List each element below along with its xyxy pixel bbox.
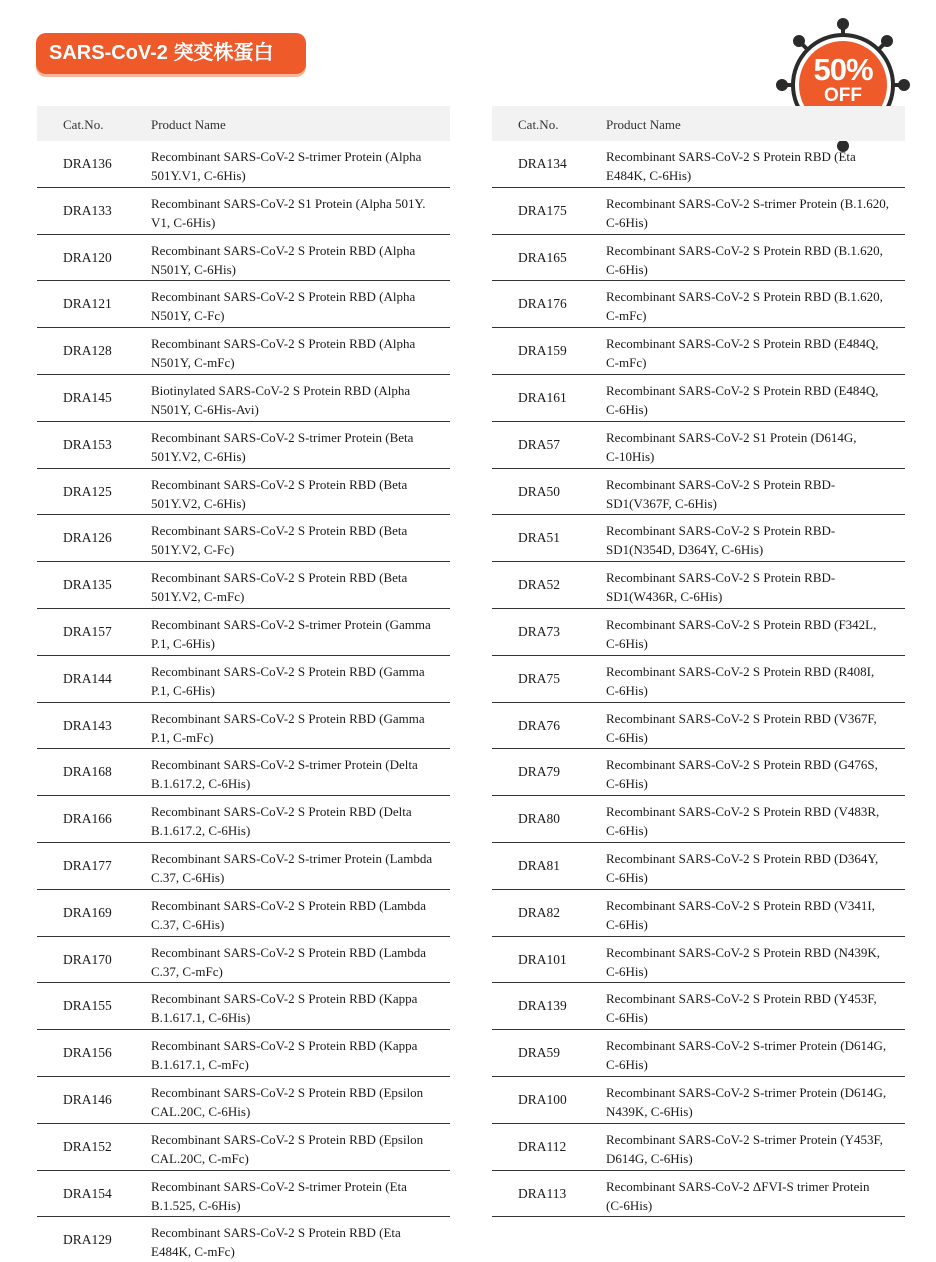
- cat-no-cell: DRA125: [63, 483, 112, 499]
- product-name-line: Recombinant SARS-CoV-2 S Protein RBD (E484Q,: [606, 382, 879, 398]
- table-row: [37, 375, 450, 422]
- product-name-line: Recombinant SARS-CoV-2 S Protein RBD (F342L,: [606, 616, 877, 632]
- table-row: [37, 1030, 450, 1077]
- product-name-cell: [151, 896, 446, 934]
- table-row: [37, 1171, 450, 1218]
- product-name-cell: [151, 475, 446, 513]
- table-row: [37, 1077, 450, 1124]
- product-name-line: Recombinant SARS-CoV-2 S Protein RBD (Eta: [606, 149, 856, 164]
- table-row: [492, 983, 905, 1030]
- product-name-cell: [151, 802, 446, 840]
- product-name-cell: [606, 1130, 906, 1168]
- table-row: [37, 562, 450, 609]
- product-name-line: N501Y, C-Fc): [151, 308, 225, 324]
- product-name-line: Recombinant SARS-CoV-2 S Protein RBD (V367F,: [606, 710, 877, 726]
- cat-no-cell: DRA129: [63, 1232, 112, 1248]
- table-row: [37, 983, 450, 1030]
- product-name-cell: [151, 1130, 446, 1168]
- product-name-line: Recombinant SARS-CoV-2 S-trimer Protein (D614G,: [606, 1084, 887, 1100]
- product-name-line: Recombinant SARS-CoV-2 S1 Protein (Alpha 501Y.: [151, 195, 426, 211]
- product-name-line: C-6His): [606, 261, 648, 277]
- product-name-line: N439K, C-6His): [606, 1103, 693, 1119]
- product-name-line: CAL.20C, C-mFc): [151, 1150, 249, 1166]
- product-name-line: Recombinant SARS-CoV-2 S-trimer Protein (Gamma: [151, 616, 431, 632]
- table-row: [37, 235, 450, 282]
- product-name-line: Recombinant SARS-CoV-2 S Protein RBD (Beta: [151, 570, 408, 586]
- product-name-line: Recombinant SARS-CoV-2 S Protein RBD (E484Q,: [606, 336, 879, 352]
- table-row: [37, 515, 450, 562]
- cat-no-cell: DRA139: [518, 998, 567, 1014]
- product-name-line: Recombinant SARS-CoV-2 S Protein RBD (Gamma: [151, 663, 425, 679]
- product-name-line: C-6His): [606, 682, 648, 698]
- cat-no-cell: DRA82: [518, 904, 561, 920]
- product-name-line: 501Y.V2, C-Fc): [151, 542, 235, 558]
- product-name-line: C-10His): [606, 448, 655, 464]
- product-name-line: B.1.525, C-6His): [151, 1197, 241, 1213]
- column-header-cat-no: Cat.No.: [63, 117, 104, 132]
- product-name-line: Recombinant SARS-CoV-2 S Protein RBD (Gamma: [151, 710, 425, 726]
- product-name-cell: [151, 755, 446, 793]
- product-name-line: SD1(V367F, C-6His): [606, 495, 717, 511]
- product-name-line: Recombinant SARS-CoV-2 S Protein RBD (B.1.620,: [606, 242, 883, 258]
- product-name-cell: [606, 475, 906, 513]
- product-name-line: 501Y.V2, C-6His): [151, 448, 246, 464]
- product-name-cell: [606, 241, 906, 279]
- product-name-cell: [151, 615, 446, 653]
- product-name-cell: [606, 521, 906, 559]
- table-row: [37, 1124, 450, 1171]
- table-row: [492, 281, 905, 328]
- product-name-cell: [606, 802, 906, 840]
- table-row: [492, 188, 905, 235]
- cat-no-cell: DRA154: [63, 1185, 112, 1201]
- product-name-cell: [606, 1177, 906, 1215]
- product-name-line: C-6His): [606, 401, 648, 417]
- product-name-cell: [606, 662, 906, 700]
- table-row: [492, 422, 905, 469]
- product-name-line: C-6His): [606, 214, 648, 230]
- product-name-cell: [606, 287, 906, 325]
- table-header: [492, 106, 905, 141]
- product-name-cell: [151, 849, 446, 887]
- table-row: [492, 1030, 905, 1077]
- product-name-cell: [606, 568, 906, 606]
- product-name-cell: [151, 428, 446, 466]
- cat-no-cell: DRA157: [63, 623, 112, 639]
- product-name-line: C.37, C-6His): [151, 916, 225, 932]
- cat-no-cell: DRA161: [518, 389, 567, 405]
- product-name-line: C.37, C-mFc): [151, 963, 223, 979]
- product-name-line: Recombinant SARS-CoV-2 S-trimer Protein (Alpha: [151, 149, 422, 164]
- product-name-line: E484K, C-6His): [606, 168, 692, 183]
- product-name-line: Biotinylated SARS-CoV-2 S Protein RBD (Alpha: [151, 382, 411, 398]
- product-name-line: Recombinant SARS-CoV-2 S Protein RBD (Lambda: [151, 944, 427, 960]
- cat-no-cell: DRA76: [518, 717, 561, 733]
- cat-no-cell: DRA170: [63, 951, 112, 967]
- cat-no-cell: DRA75: [518, 670, 561, 686]
- product-name-cell: [606, 896, 906, 934]
- product-name-cell: [606, 1036, 906, 1074]
- cat-no-cell: DRA80: [518, 811, 561, 827]
- table-header: [37, 106, 450, 141]
- cat-no-cell: DRA169: [63, 904, 112, 920]
- discount-off-label: OFF: [824, 85, 862, 106]
- cat-no-cell: DRA143: [63, 717, 112, 733]
- product-name-line: Recombinant SARS-CoV-2 S Protein RBD (Delta: [151, 804, 412, 820]
- cat-no-cell: DRA57: [518, 436, 561, 452]
- product-name-cell: [151, 1223, 446, 1261]
- product-name-line: Recombinant SARS-CoV-2 S Protein RBD (N439K,: [606, 944, 880, 960]
- product-name-line: C-6His): [606, 823, 648, 839]
- product-name-line: Recombinant SARS-CoV-2 S1 Protein (D614G,: [606, 429, 857, 445]
- product-name-cell: [151, 287, 446, 325]
- cat-no-cell: DRA135: [63, 577, 112, 593]
- cat-no-cell: DRA73: [518, 623, 561, 639]
- table-row: [37, 749, 450, 796]
- table-row: [492, 328, 905, 375]
- table-row: [492, 515, 905, 562]
- table-row: [37, 328, 450, 375]
- product-name-line: SD1(W436R, C-6His): [606, 589, 723, 605]
- cat-no-cell: DRA175: [518, 202, 567, 218]
- product-name-line: Recombinant SARS-CoV-2 S Protein RBD (Epsilon: [151, 1131, 424, 1147]
- table-row: [492, 937, 905, 984]
- product-name-line: Recombinant SARS-CoV-2 S Protein RBD-: [606, 570, 836, 586]
- product-name-line: Recombinant SARS-CoV-2 S Protein RBD (Eta: [151, 1225, 401, 1241]
- product-name-cell: [151, 989, 446, 1027]
- cat-no-cell: DRA159: [518, 343, 567, 359]
- product-name-line: E484K, C-mFc): [151, 1244, 235, 1260]
- product-name-line: B.1.617.2, C-6His): [151, 823, 251, 839]
- product-name-line: Recombinant SARS-CoV-2 S-trimer Protein (Beta: [151, 429, 414, 445]
- cat-no-cell: DRA112: [518, 1138, 567, 1154]
- cat-no-cell: DRA168: [63, 764, 112, 780]
- product-name-line: N501Y, C-6His): [151, 261, 236, 277]
- product-name-line: P.1, C-6His): [151, 635, 215, 651]
- product-name-line: Recombinant SARS-CoV-2 S Protein RBD (Beta: [151, 523, 408, 539]
- product-name-line: Recombinant SARS-CoV-2 S Protein RBD-: [606, 523, 836, 539]
- cat-no-cell: DRA153: [63, 436, 112, 452]
- product-name-cell: [151, 943, 446, 981]
- cat-no-cell: DRA120: [63, 249, 112, 265]
- product-name-cell: [151, 194, 446, 232]
- product-name-cell: [151, 709, 446, 747]
- product-name-line: (C-6His): [606, 1197, 653, 1213]
- product-name-line: N501Y, C-6His-Avi): [151, 401, 259, 417]
- product-name-line: C-6His): [606, 1057, 648, 1073]
- section-title-badge: [36, 33, 306, 74]
- product-name-cell: [151, 1083, 446, 1121]
- table-row: [492, 469, 905, 516]
- column-header-product-name: Product Name: [151, 117, 226, 132]
- product-name-line: C-mFc): [606, 308, 647, 324]
- product-name-line: N501Y, C-mFc): [151, 355, 235, 371]
- product-name-line: 501Y.V2, C-mFc): [151, 589, 245, 605]
- product-name-line: Recombinant SARS-CoV-2 S Protein RBD (V483R,: [606, 804, 880, 820]
- product-name-line: B.1.617.1, C-mFc): [151, 1057, 249, 1073]
- table-row: [37, 703, 450, 750]
- product-table-right: [492, 106, 905, 1217]
- table-row: [492, 656, 905, 703]
- product-name-line: Recombinant SARS-CoV-2 S Protein RBD (V341I,: [606, 897, 875, 913]
- table-row: [492, 375, 905, 422]
- product-name-cell: [151, 381, 446, 419]
- table-row: [492, 1124, 905, 1171]
- table-row: [37, 281, 450, 328]
- product-name-line: Recombinant SARS-CoV-2 S-trimer Protein (Delta: [151, 757, 418, 773]
- product-name-line: P.1, C-6His): [151, 682, 215, 698]
- cat-no-cell: DRA51: [518, 530, 561, 546]
- product-name-line: Recombinant SARS-CoV-2 S Protein RBD (Kappa: [151, 991, 418, 1007]
- cat-no-cell: DRA133: [63, 202, 112, 218]
- product-name-cell: [151, 1177, 446, 1215]
- product-name-cell: [606, 615, 906, 653]
- product-name-line: Recombinant SARS-CoV-2 S Protein RBD (Beta: [151, 476, 408, 492]
- product-name-line: C-6His): [606, 916, 648, 932]
- table-row: [37, 469, 450, 516]
- table-row: [37, 422, 450, 469]
- product-name-line: Recombinant SARS-CoV-2 S Protein RBD (R408I,: [606, 663, 875, 679]
- table-row: [37, 188, 450, 235]
- cat-no-cell: DRA177: [63, 857, 112, 873]
- product-name-line: Recombinant SARS-CoV-2 S-trimer Protein (Lambda: [151, 850, 433, 866]
- product-name-line: Recombinant SARS-CoV-2 S Protein RBD (Alpha: [151, 289, 416, 305]
- table-row: [492, 749, 905, 796]
- product-name-line: C-6His): [606, 869, 648, 885]
- product-name-line: Recombinant SARS-CoV-2 S Protein RBD (D364Y,: [606, 850, 879, 866]
- product-name-line: C-mFc): [606, 355, 647, 371]
- product-name-cell: [606, 849, 906, 887]
- product-name-cell: [151, 568, 446, 606]
- cat-no-cell: DRA155: [63, 998, 112, 1014]
- table-body: [37, 141, 450, 1262]
- table-body: [492, 141, 905, 1217]
- product-name-cell: [606, 709, 906, 747]
- product-name-line: Recombinant SARS-CoV-2 S Protein RBD (Kappa: [151, 1038, 418, 1054]
- product-name-line: Recombinant SARS-CoV-2 S Protein RBD (Alpha: [151, 242, 416, 258]
- product-name-line: V1, C-6His): [151, 214, 216, 230]
- table-row: [492, 703, 905, 750]
- product-name-line: CAL.20C, C-6His): [151, 1103, 251, 1119]
- product-name-line: Recombinant SARS-CoV-2 S Protein RBD (B.1.620,: [606, 289, 883, 305]
- table-row: [492, 562, 905, 609]
- product-name-cell: [606, 194, 906, 232]
- product-name-line: Recombinant SARS-CoV-2 S Protein RBD (Alpha: [151, 336, 416, 352]
- cat-no-cell: DRA156: [63, 1045, 112, 1061]
- product-name-line: 501Y.V1, C-6His): [151, 168, 246, 183]
- table-row: [492, 1171, 905, 1218]
- cat-no-cell: DRA134: [518, 156, 567, 171]
- product-name-line: B.1.617.1, C-6His): [151, 1010, 251, 1026]
- product-name-line: C-6His): [606, 729, 648, 745]
- table-row: [37, 1217, 450, 1262]
- product-table-left: [37, 106, 450, 1262]
- product-name-cell: [606, 1083, 906, 1121]
- table-row: [492, 796, 905, 843]
- cat-no-cell: DRA176: [518, 296, 567, 312]
- table-row: [492, 843, 905, 890]
- section-title: SARS-CoV-2 突变株蛋白: [49, 42, 274, 64]
- table-row: [37, 796, 450, 843]
- cat-no-cell: DRA128: [63, 343, 112, 359]
- cat-no-cell: DRA152: [63, 1138, 112, 1154]
- product-name-cell: [606, 381, 906, 419]
- product-name-line: Recombinant SARS-CoV-2 S-trimer Protein (Y453F,: [606, 1131, 883, 1147]
- product-name-line: C-6His): [606, 635, 648, 651]
- product-name-cell: [151, 662, 446, 700]
- product-name-cell: [151, 1036, 446, 1074]
- product-name-line: 501Y.V2, C-6His): [151, 495, 246, 511]
- product-name-cell: [606, 755, 906, 793]
- cat-no-cell: DRA144: [63, 670, 112, 686]
- product-name-cell: [151, 334, 446, 372]
- product-name-cell: [151, 241, 446, 279]
- table-row: [37, 141, 450, 188]
- cat-no-cell: DRA166: [63, 811, 112, 827]
- product-name-cell: [151, 147, 446, 185]
- cat-no-cell: DRA100: [518, 1091, 567, 1107]
- product-name-cell: [151, 521, 446, 559]
- product-name-line: Recombinant SARS-CoV-2 S Protein RBD (Y453F,: [606, 991, 877, 1007]
- product-name-line: C-6His): [606, 776, 648, 792]
- product-name-line: Recombinant SARS-CoV-2 S-trimer Protein (D614G,: [606, 1038, 887, 1054]
- cat-no-cell: DRA126: [63, 530, 112, 546]
- cat-no-cell: DRA121: [63, 296, 112, 312]
- table-row: [492, 141, 905, 188]
- product-name-line: Recombinant SARS-CoV-2 S Protein RBD (Epsilon: [151, 1084, 424, 1100]
- cat-no-cell: DRA101: [518, 951, 567, 967]
- product-name-line: C-6His): [606, 1010, 648, 1026]
- product-name-line: Recombinant SARS-CoV-2 S-trimer Protein (B.1.620,: [606, 195, 889, 211]
- product-name-cell: [606, 334, 906, 372]
- product-name-line: P.1, C-mFc): [151, 729, 214, 745]
- product-name-cell: [606, 428, 906, 466]
- cat-no-cell: DRA165: [518, 249, 567, 265]
- product-name-line: B.1.617.2, C-6His): [151, 776, 251, 792]
- cat-no-cell: DRA81: [518, 857, 561, 873]
- cat-no-cell: DRA113: [518, 1185, 567, 1201]
- product-name-line: Recombinant SARS-CoV-2 S-trimer Protein (Eta: [151, 1178, 407, 1194]
- table-row: [492, 235, 905, 282]
- product-name-cell: [606, 943, 906, 981]
- cat-no-cell: DRA145: [63, 389, 112, 405]
- cat-no-cell: DRA52: [518, 577, 561, 593]
- discount-percent: 50%: [813, 52, 873, 87]
- cat-no-cell: DRA79: [518, 764, 561, 780]
- table-row: [492, 1077, 905, 1124]
- product-name-line: D614G, C-6His): [606, 1150, 693, 1166]
- product-name-line: Recombinant SARS-CoV-2 ΔFVI-S trimer Protein: [606, 1178, 870, 1194]
- product-name-line: Recombinant SARS-CoV-2 S Protein RBD (Lambda: [151, 897, 427, 913]
- product-name-line: C.37, C-6His): [151, 869, 225, 885]
- table-row: [37, 937, 450, 984]
- product-name-cell: [606, 989, 906, 1027]
- table-row: [492, 609, 905, 656]
- column-header-cat-no: Cat.No.: [518, 117, 559, 132]
- product-name-cell: [606, 147, 906, 185]
- table-row: [37, 890, 450, 937]
- cat-no-cell: DRA136: [63, 156, 112, 171]
- cat-no-cell: DRA50: [518, 483, 561, 499]
- table-row: [37, 843, 450, 890]
- product-name-line: Recombinant SARS-CoV-2 S Protein RBD-: [606, 476, 836, 492]
- product-name-line: Recombinant SARS-CoV-2 S Protein RBD (G476S,: [606, 757, 878, 773]
- table-row: [37, 656, 450, 703]
- table-row: [37, 609, 450, 656]
- table-row: [492, 890, 905, 937]
- product-name-line: C-6His): [606, 963, 648, 979]
- product-name-line: SD1(N354D, D364Y, C-6His): [606, 542, 764, 558]
- cat-no-cell: DRA59: [518, 1045, 561, 1061]
- column-header-product-name: Product Name: [606, 117, 681, 132]
- cat-no-cell: DRA146: [63, 1091, 112, 1107]
